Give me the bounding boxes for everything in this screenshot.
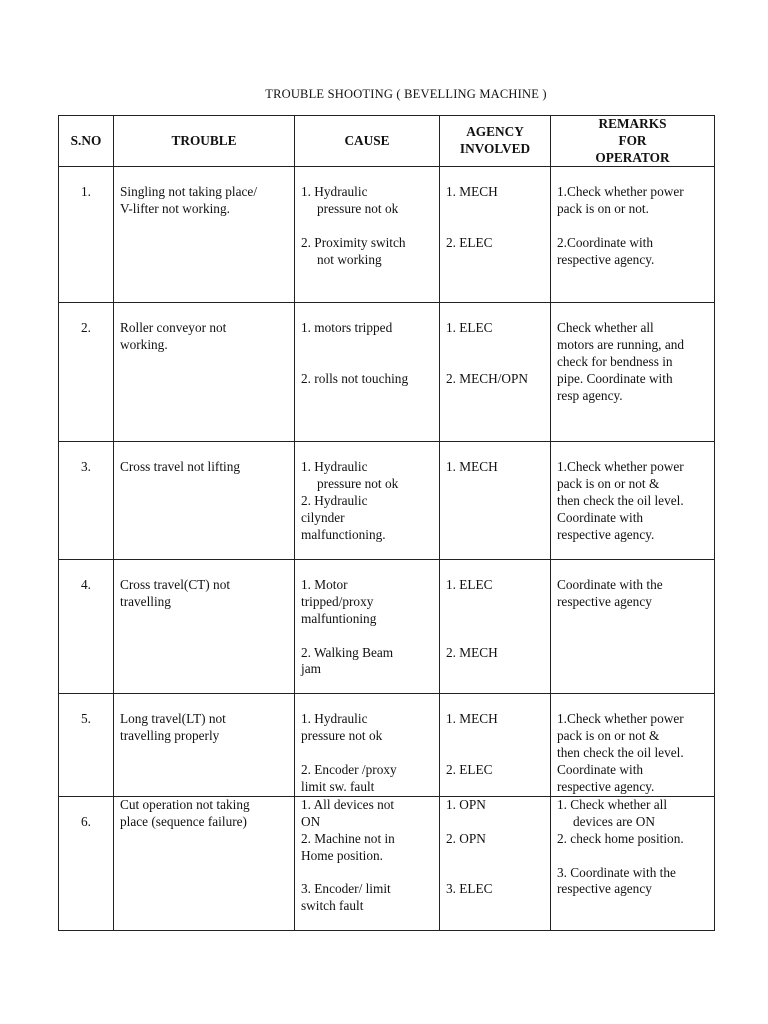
cell-agency — [440, 560, 551, 694]
cell-remarks — [551, 167, 715, 303]
cell-remarks-line: respective agency. — [557, 526, 655, 542]
cell-agency-line: 1. ELEC — [446, 320, 493, 336]
cell-remarks — [551, 303, 715, 442]
cell-cause-line — [301, 745, 434, 762]
cell-trouble — [114, 694, 295, 797]
cell-remarks-line: respective agency — [557, 594, 652, 610]
cell-cause-line: cilynder — [301, 509, 345, 525]
table-row — [59, 560, 715, 694]
cell-cause-line: 1. Hydraulic — [301, 711, 368, 727]
cell-remarks-line: respective agency. — [557, 778, 655, 794]
cell-agency — [440, 797, 551, 931]
cell-trouble-line: Cross travel(CT) not — [120, 577, 231, 593]
cell-trouble-line: place (sequence failure) — [120, 814, 247, 830]
cell-remarks-line: pack is on or not & — [557, 476, 660, 492]
cell-cause-line: Home position. — [301, 847, 383, 863]
header-remarks — [551, 116, 715, 167]
table-row — [59, 442, 715, 560]
table-row — [59, 167, 715, 303]
cell-agency-line: 1. MECH — [446, 459, 498, 475]
table-row — [59, 303, 715, 442]
cell-agency-line — [446, 814, 545, 831]
cell-cause-line: switch fault — [301, 898, 364, 914]
cell-trouble-line: working. — [120, 337, 168, 353]
cell-agency-line — [446, 728, 545, 745]
cell-trouble — [114, 167, 295, 303]
header-remarks-line-3: OPERATOR — [595, 149, 670, 165]
cell-cause-line: 2. rolls not touching — [301, 370, 409, 386]
cell-remarks-line: then check the oil level. — [557, 744, 684, 760]
cell-agency-line: 2. MECH — [446, 644, 498, 660]
header-agency-line-2: INVOLVED — [459, 141, 531, 157]
cell-remarks-line — [557, 218, 709, 235]
cell-sno-line: 3. — [81, 459, 91, 475]
cell-agency-line — [446, 848, 545, 865]
cell-remarks-line: 3. Coordinate with the — [557, 864, 676, 880]
cell-agency-line — [446, 628, 545, 645]
header-agency — [440, 116, 551, 167]
cell-sno-line: 5. — [81, 711, 91, 727]
cell-trouble-line: Cross travel not lifting — [120, 459, 241, 475]
cell-remarks-line: motors are running, and — [557, 337, 685, 353]
cell-agency-line: 2. MECH/OPN — [446, 370, 529, 386]
cell-remarks-line: check for bendness in — [557, 353, 673, 369]
cell-agency-line: 1. OPN — [446, 797, 486, 813]
cell-cause-line: 1. Hydraulic — [301, 459, 368, 475]
cell-remarks-line: pack is on or not. — [557, 201, 649, 217]
cell-agency — [440, 303, 551, 442]
cell-sno — [59, 560, 114, 694]
header-cause: CAUSE — [295, 116, 440, 167]
cell-sno — [59, 797, 114, 931]
document-title: TROUBLE SHOOTING ( BEVELLING MACHINE ) — [265, 87, 547, 101]
cell-sno-line: 2. — [81, 320, 91, 336]
cell-trouble — [114, 303, 295, 442]
cell-remarks-line: 1.Check whether power — [557, 459, 684, 475]
cell-remarks-line: resp agency. — [557, 387, 623, 403]
cell-cause-line: 2. Proximity switch — [301, 234, 406, 250]
cell-cause-line: 2. Walking Beam — [301, 644, 394, 660]
cell-remarks — [551, 560, 715, 694]
cell-trouble-line: travelling properly — [120, 728, 220, 744]
cell-remarks — [551, 797, 715, 931]
cell-cause-line: 2. Machine not in — [301, 830, 395, 846]
cell-cause-line: jam — [301, 661, 321, 677]
cell-agency — [440, 167, 551, 303]
table-row — [59, 797, 715, 931]
cell-agency-line — [446, 865, 545, 882]
cell-cause — [295, 442, 440, 560]
cell-sno-line: 1. — [81, 184, 91, 200]
cell-cause — [295, 694, 440, 797]
cell-cause-line: 3. Encoder/ limit — [301, 881, 391, 897]
cell-cause-line: not working — [317, 251, 382, 267]
troubleshooting-table — [58, 115, 715, 931]
header-sno: S.NO — [59, 116, 114, 167]
cell-remarks-line — [557, 848, 709, 865]
cell-agency-line: 2. ELEC — [446, 234, 493, 250]
cell-remarks-line: Check whether all — [557, 320, 654, 336]
cell-cause-line — [301, 354, 434, 371]
cell-agency-line — [446, 201, 545, 218]
cell-remarks-line: 1.Check whether power — [557, 184, 684, 200]
cell-remarks-line: 2. check home position. — [557, 830, 684, 846]
cell-agency-line: 2. OPN — [446, 830, 486, 846]
cell-remarks-line: 2.Coordinate with — [557, 234, 654, 250]
cell-agency-line — [446, 594, 545, 611]
cell-sno-line: 4. — [81, 577, 91, 593]
cell-trouble-line: V-lifter not working. — [120, 201, 230, 217]
cell-sno — [59, 442, 114, 560]
cell-remarks-line: 1. Check whether all — [557, 797, 668, 813]
cell-cause-line: 1. All devices not — [301, 797, 395, 813]
cell-cause-line: 2. Encoder /proxy — [301, 761, 397, 777]
cell-cause-line: pressure not ok — [317, 201, 399, 217]
cell-trouble-line: Roller conveyor not — [120, 320, 227, 336]
cell-cause-line: 1. Motor — [301, 577, 348, 593]
cell-sno — [59, 167, 114, 303]
cell-remarks-line: pipe. Coordinate with — [557, 370, 673, 386]
cell-remarks-line: 1.Check whether power — [557, 711, 684, 727]
cell-trouble-line: travelling — [120, 594, 171, 610]
cell-cause-line — [301, 628, 434, 645]
cell-agency-line: 1. MECH — [446, 184, 498, 200]
cell-remarks — [551, 442, 715, 560]
cell-agency-line — [446, 337, 545, 354]
cell-cause — [295, 797, 440, 931]
cell-trouble-line: Singling not taking place/ — [120, 184, 258, 200]
cell-agency-line — [446, 354, 545, 371]
header-trouble: TROUBLE — [114, 116, 295, 167]
cell-cause-line: 2. Hydraulic — [301, 492, 368, 508]
cell-remarks-line: Coordinate with — [557, 761, 644, 777]
cell-cause-line: malfuntioning — [301, 610, 377, 626]
cell-agency-line: 2. ELEC — [446, 761, 493, 777]
cell-cause-line: malfunctioning. — [301, 526, 386, 542]
cell-cause-line: pressure not ok — [317, 476, 399, 492]
cell-cause-line — [301, 337, 434, 354]
cell-cause — [295, 560, 440, 694]
cell-agency-line: 1. MECH — [446, 711, 498, 727]
cell-agency-line — [446, 218, 545, 235]
cell-cause-line: 1. motors tripped — [301, 320, 393, 336]
cell-agency-line: 3. ELEC — [446, 881, 493, 897]
cell-remarks — [551, 694, 715, 797]
cell-trouble — [114, 560, 295, 694]
cell-cause-line — [301, 865, 434, 882]
cell-trouble — [114, 442, 295, 560]
cell-trouble-line: Cut operation not taking — [120, 797, 250, 813]
cell-agency-line — [446, 745, 545, 762]
cell-remarks-line: Coordinate with — [557, 509, 644, 525]
cell-sno — [59, 303, 114, 442]
cell-remarks-line: pack is on or not & — [557, 728, 660, 744]
cell-cause — [295, 167, 440, 303]
cell-agency-line: 1. ELEC — [446, 577, 493, 593]
cell-remarks-line: Coordinate with the — [557, 577, 663, 593]
cell-cause-line: limit sw. fault — [301, 778, 375, 794]
cell-agency — [440, 694, 551, 797]
cell-trouble — [114, 797, 295, 931]
cell-cause-line: ON — [301, 814, 321, 830]
cell-agency-line — [446, 611, 545, 628]
header-agency-line-1: AGENCY — [466, 124, 524, 140]
cell-remarks-line: devices are ON — [573, 814, 655, 830]
cell-cause-line: tripped/proxy — [301, 594, 374, 610]
cell-remarks-line: respective agency. — [557, 251, 655, 267]
header-remarks-line-2: FOR — [618, 132, 647, 148]
cell-cause-line: pressure not ok — [301, 728, 383, 744]
cell-cause — [295, 303, 440, 442]
cell-trouble-line: Long travel(LT) not — [120, 711, 226, 727]
cell-cause-line — [301, 218, 434, 235]
cell-agency — [440, 442, 551, 560]
cell-sno — [59, 694, 114, 797]
table-row — [59, 694, 715, 797]
cell-cause-line: 1. Hydraulic — [301, 184, 368, 200]
header-row — [59, 116, 715, 167]
header-remarks-line-1: REMARKS — [598, 116, 667, 131]
cell-remarks-line: respective agency — [557, 881, 652, 897]
cell-remarks-line: then check the oil level. — [557, 492, 684, 508]
cell-sno-line: 6. — [81, 814, 91, 830]
